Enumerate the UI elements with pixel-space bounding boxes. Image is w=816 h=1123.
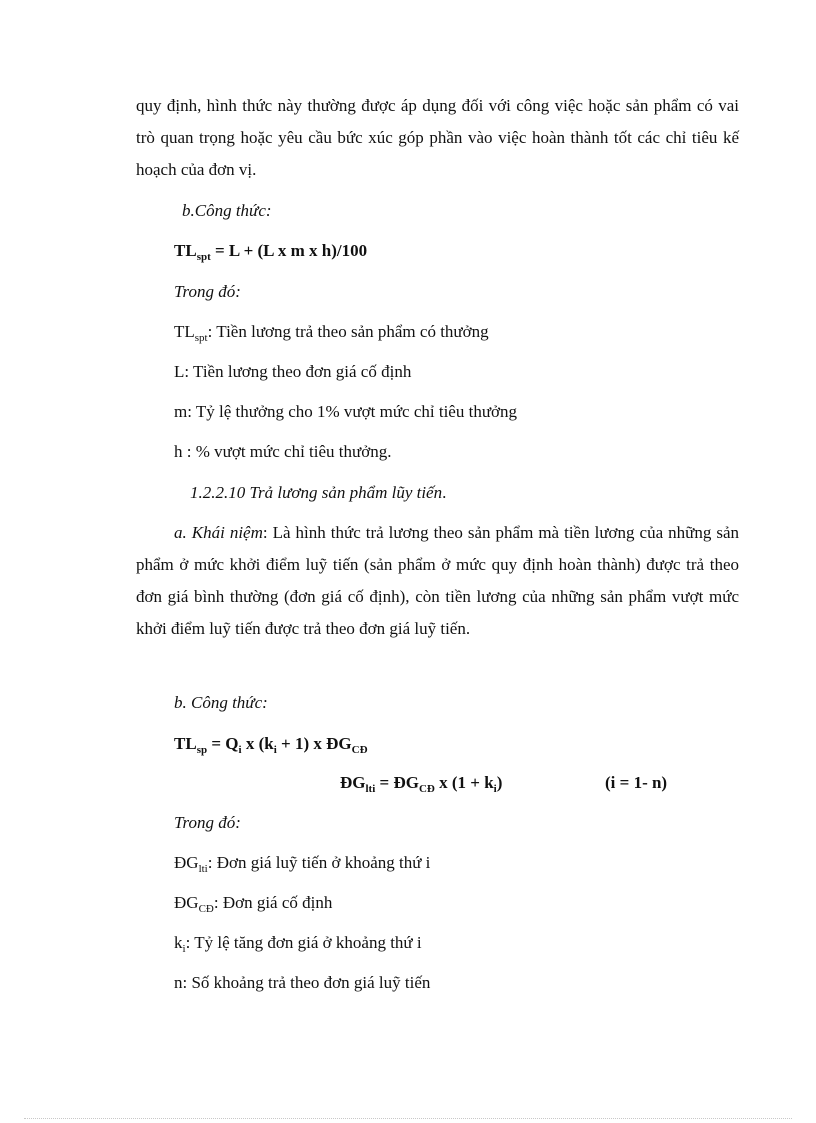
formula-subscript: spt [196, 251, 211, 263]
definition-symbol: TL [174, 322, 195, 341]
page-bottom-divider [24, 1118, 792, 1119]
definition-dg-lti [174, 851, 430, 875]
formula-subscript: i [273, 744, 277, 756]
definition-m: m: Tỷ lệ thưởng cho 1% vượt mức chỉ tiêu thưởng [174, 402, 518, 421]
heading-formula-b2: b. Công thức: [174, 693, 268, 712]
formula-subscript: i [238, 744, 242, 756]
formula-tl-sp [174, 732, 368, 756]
formula-range: (i = 1- n) [605, 773, 668, 792]
where-label-2: Trong đó: [174, 813, 241, 832]
formula-part: = ĐG [375, 773, 419, 792]
definition-text: : Tiền lương trả theo sản phẩm có thưởng [207, 322, 489, 341]
formula-expression: = L + (L x m x h)/100 [210, 241, 368, 260]
where-label-1: Trong đó: [174, 282, 241, 301]
section-title-text: 1.2.2.10 Trả lương sản phẩm lũy tiến [190, 483, 443, 502]
definition-tl-spt [174, 320, 489, 344]
intro-paragraph: quy định, hình thức này thường được áp dụng đối với công việc hoặc sản phẩm có vai trò quan trọng hoặc yêu cầu bức xúc góp phần vào việc hoàn thành tốt các chỉ tiêu kế hoạch của đơn vị. [136, 96, 739, 179]
formula-subscript: lti [365, 783, 376, 795]
formula-subscript: CĐ [351, 744, 368, 756]
section-title-period: . [442, 483, 447, 502]
definition-subscript: CĐ [198, 903, 214, 915]
formula-part: + 1) x ĐG [276, 734, 352, 753]
definition-text: : Đơn giá luỹ tiến ở khoảng thứ i [207, 853, 431, 872]
formula-symbol: TL [174, 241, 197, 260]
concept-paragraph [136, 517, 739, 645]
concept-text: : Là hình thức trả lương theo sản phẩm mà tiền lương của những sản phẩm ở mức khởi điểm luỹ tiến (sản phẩm ở mức quy định hoàn thành) được trả theo đơn giá bình thường (đơn giá cố định), còn tiền lương của những sản phẩm vượt mức khởi điểm luỹ tiến được trả theo đơn giá luỹ tiến. [136, 523, 739, 638]
formula-subscript: i [493, 783, 497, 795]
definition-subscript: spt [194, 332, 208, 344]
definition-l: L: Tiền lương theo đơn giá cố định [174, 362, 412, 381]
formula-subscript: CĐ [418, 783, 435, 795]
formula-subscript: sp [196, 744, 208, 756]
definition-subscript: lti [198, 863, 208, 875]
formula-part: ) [496, 773, 503, 792]
definition-n: n: Số khoảng trả theo đơn giá luỹ tiến [174, 973, 431, 992]
concept-label: a. Khái niệm [174, 523, 263, 542]
section-title [190, 481, 446, 505]
definition-symbol: k [174, 933, 183, 952]
formula-part: = Q [207, 734, 239, 753]
definition-ki [174, 931, 422, 955]
definition-subscript: i [182, 943, 186, 955]
definition-text: : Tỷ lệ tăng đơn giá ở khoảng thứ i [185, 933, 422, 952]
heading-formula-b1: b.Công thức: [182, 201, 272, 220]
formula-symbol: TL [174, 734, 197, 753]
formula-tl-spt [174, 239, 367, 263]
definition-h: h : % vượt mức chỉ tiêu thưởng. [174, 442, 392, 461]
definition-symbol: ĐG [174, 853, 199, 872]
definition-dg-cd [174, 891, 332, 915]
definition-symbol: ĐG [174, 893, 199, 912]
formula-symbol: ĐG [340, 773, 366, 792]
formula-part: x (1 + k [434, 773, 494, 792]
formula-dg-lti [340, 771, 502, 795]
formula-part: x (k [241, 734, 274, 753]
definition-text: : Đơn giá cố định [213, 893, 333, 912]
